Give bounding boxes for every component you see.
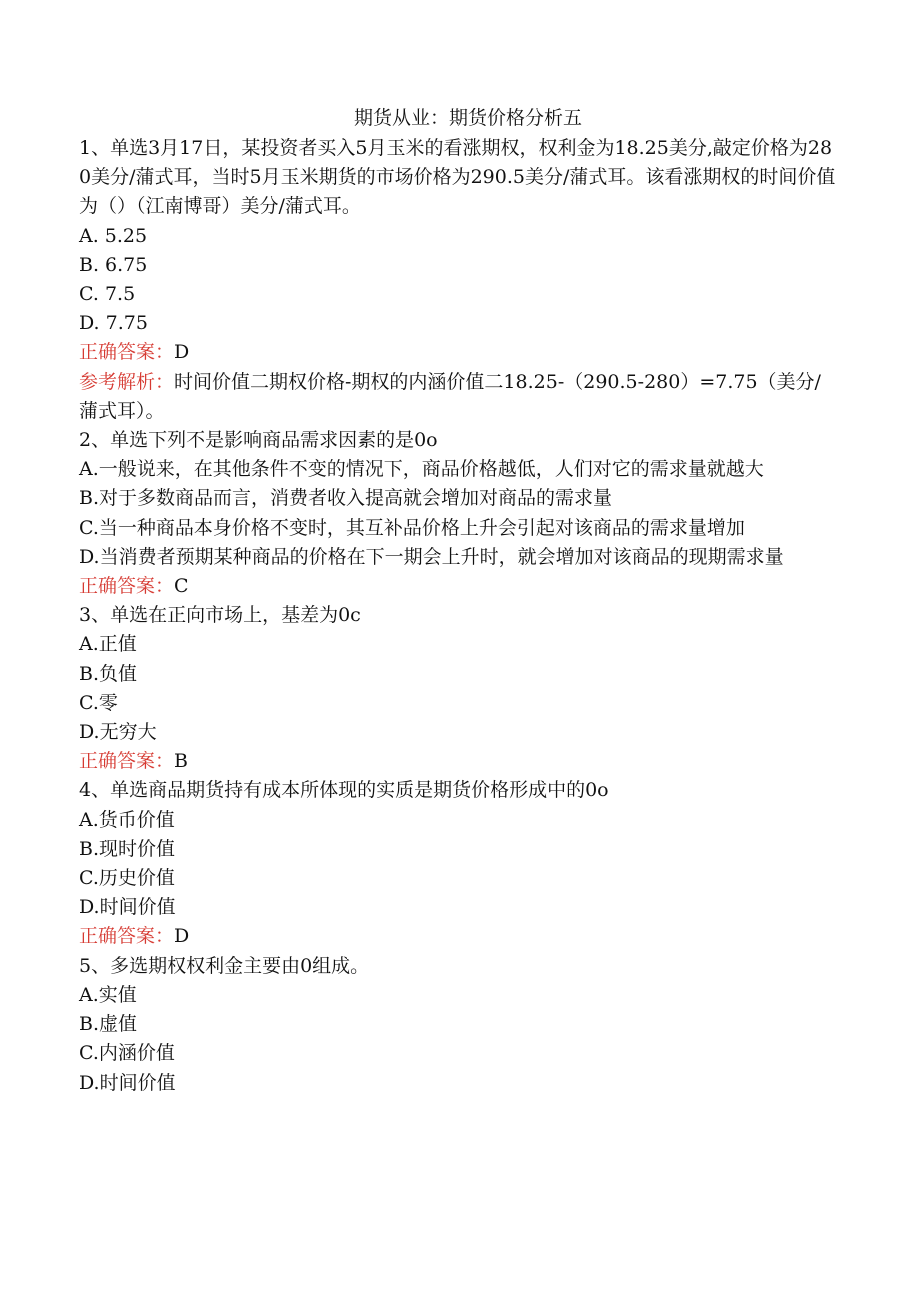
correct-answer-label: 正确答案： <box>79 750 175 773</box>
option-b: B.对于多数商品而言，消费者收入提高就会增加对商品的需求量 <box>79 487 613 510</box>
correct-answer-value: B <box>174 750 188 773</box>
question-stem: 2、单选下列不是影响商品需求因素的是0o <box>79 429 438 452</box>
correct-answer <box>79 922 839 951</box>
option-c: C.当一种商品本身价格不变时，其互补品价格上升会引起对该商品的需求量增加 <box>79 516 745 539</box>
option-d: D.时间价值 <box>79 1071 176 1094</box>
question-1 <box>79 134 839 426</box>
option-a: A.一般说来，在其他条件不变的情况下，商品价格越低，人们对它的需求量就越大 <box>79 458 764 481</box>
question-5 <box>79 952 839 1098</box>
question-4 <box>79 776 839 951</box>
correct-answer-label: 正确答案： <box>79 341 175 364</box>
correct-answer <box>79 572 839 601</box>
option-b: B. 6.75 <box>79 253 148 276</box>
correct-answer <box>79 338 839 367</box>
correct-answer-label: 正确答案： <box>79 925 175 948</box>
option-c: C.零 <box>79 691 118 714</box>
option-a: A.货币价值 <box>79 808 175 831</box>
correct-answer <box>79 747 839 776</box>
option-c: C.内涵价值 <box>79 1042 175 1065</box>
correct-answer-value: D <box>174 341 190 364</box>
option-b: B.现时价值 <box>79 837 176 860</box>
option-c: C.历史价值 <box>79 867 175 890</box>
document-page <box>79 104 839 1098</box>
question-stem: 4、单选商品期货持有成本所体现的实质是期货价格形成中的0o <box>79 779 609 802</box>
page-title: 期货从业：期货价格分析五 <box>353 107 582 129</box>
question-stem: 5、多选期权权利金主要由0组成。 <box>79 954 370 977</box>
question-2 <box>79 426 839 601</box>
option-a: A. 5.25 <box>79 224 148 247</box>
question-stem: 1、单选3月17日，某投资者买入5月玉米的看涨期权，权利金为18.25美分,敲定价格为280美分/蒲式耳，当时5月玉米期货的市场价格为290.5美分/蒲式耳。该看涨期权的时间价值为（）（江南博哥）美分/蒲式耳。 <box>79 137 836 218</box>
correct-answer-label: 正确答案： <box>79 575 175 598</box>
question-3 <box>79 601 839 776</box>
option-a: A.实值 <box>79 983 137 1006</box>
analysis <box>79 368 839 426</box>
analysis-label: 参考解析： <box>79 370 175 393</box>
option-d: D.当消费者预期某种商品的价格在下一期会上升时，就会增加对该商品的现期需求量 <box>79 545 784 568</box>
correct-answer-value: C <box>174 575 189 598</box>
option-d: D. 7.75 <box>79 312 148 335</box>
option-c: C. 7.5 <box>79 283 136 306</box>
analysis-text: 时间价值二期权价格-期权的内涵价值二18.25-（290.5-280）=7.75（美分/蒲式耳）。 <box>79 370 821 422</box>
option-d: D.无穷大 <box>79 721 157 744</box>
option-b: B.虚值 <box>79 1013 138 1036</box>
option-b: B.负值 <box>79 662 138 685</box>
option-a: A.正值 <box>79 633 137 656</box>
correct-answer-value: D <box>174 925 190 948</box>
question-stem: 3、单选在正向市场上，基差为0c <box>79 604 361 627</box>
option-d: D.时间价值 <box>79 896 176 919</box>
